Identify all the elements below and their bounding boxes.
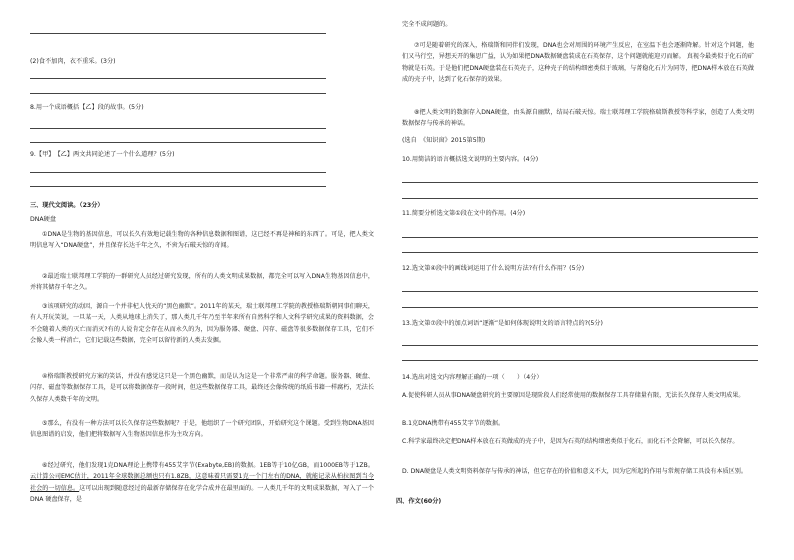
article-title: DNA硬盘 [30,216,57,223]
paragraph-7: ⑦可是随着研究的深入，格瑞斯和同伴们发现，DNA也会对周围的环境产生反应，在室温下也会逐渐降解。针对这个问题，他们又马行空，异想天开的集思广益，认为如果把DNA数据硬盘装成在石英保存，这个问题就能迎刃而解。 真视今最类似于化石的矿物就是石英。于是他们把DNA硬盘装在石英壳子，这种壳子的结构细密类似于玻璃，与菁稳化石片为同等，把DNA样本放在石英做成的壳子中，达到了化石保存的效果。 [402,42,754,83]
section-3-heading: 三、现代文阅读。（23分） [30,202,104,209]
continued-text: 完全不成问题的。 [402,21,452,28]
paragraph-3: ③该项研究的动因，源自一个并非杞人忧天的“黑色幽默”。2011年的某天，瑞士联邦理工学院的教授格瑞斯朝同事们聊天，有人开玩笑说，一旦某一天，人类从地球上消失了，那人类几千年乃至半年来所有自然科学和人文科学研究成果的资料数据，会不会随着人类的灭亡而消灭?有的人说肯定会存在从而永久的为，因为服务器、硬盘、闪存、磁盘等很多数据保存工具，它们不会像人类一样消亡，它们记载这些数据，完全可以留待新的人类去发掘。 [30,303,374,344]
article-source: (选自 《知识窗》2015第5期) [402,137,486,144]
option-d: D. DNA硬盘是人类文明资料保存与传承的神话，但它存在的价值和意义不大，因为它所起的作用与常规存储工具没有本质区别。 [402,468,747,475]
paragraph-6-part-c: 这可以出现到 [79,484,117,492]
question-9: 9.【甲】 【乙】两文共同论述了一个什么道理？(5分) [30,151,175,158]
answer-line [30,172,326,173]
answer-line [30,78,326,79]
question-12: 12.选文第④段中的画线词运用了什么说明方法?有什么作用？(5分) [402,265,585,272]
paragraph-4: ④格瑞斯教授研究方案的笑话，并没有感觉这只是一个黑色幽默，而是认为这是一个非常严肃的科学命题。服务器、硬盘、闪存、磁盘等数据保存工具，是可以将数据保存一段时间，但这些数据保存工具，最终还会像传统的纸质书籍一样腐朽，无法长久保存人类数千年的文明。 [30,373,374,403]
question-11: 11.简要分析选文第①段在文中的作用。(4分) [402,210,526,217]
question-14: 14.选出对选文内容理解正确的一项（ ）（4分） [402,374,543,381]
paragraph-6-part-b: 云计算公司EMC估计，2011年全球数据总额也只有1.8ZB，这意味着只需要1克一个门左右的DNA，就能记录从柏拉图到当今社会的一切信息。 [30,473,374,492]
question-note: (2)食不加肉，衣不重采。(3分) [30,58,116,65]
answer-line [30,33,326,34]
section-4-heading: 四、作文(60分) [396,498,442,505]
paragraph-6-part-a: ⑥经过研究，他们发现1克DNA理论上携带有455艾字节(Exabyte,EB)的数据。1EB等于10亿GB，而1000EB等于1ZB。 [42,462,374,469]
paragraph-6 [30,460,374,505]
paragraph-6-part-d: 随意经过的最新存储保存在化学合成并在最里面的。一人类几千年的文明成果数据，写入了一个DNA 硬盘保存，是 [30,484,375,503]
option-b: B.1克DNA携带有455艾字节的数据。 [402,420,505,427]
option-a: A.促使科研人员从事DNA硬盘研究的主要原因是现阶段人们经常使用的数据保存工具存储量有限，无法长久保存人类文明成果。 [402,392,745,399]
answer-line [30,93,326,94]
answer-line [402,198,758,199]
paragraph-8: ⑧把人类文明的数据存入DNA硬盘，由头源自幽默，结局石破天惊。瑞士联邦理工学院格瑞斯教授等科学家，创造了人类文明数据保存与传承的神话。 [402,109,754,128]
answer-line [402,291,758,292]
answer-line [30,142,326,143]
answer-line [30,128,326,129]
answer-line [402,252,758,253]
answer-line [402,307,758,308]
answer-line [30,186,326,187]
paragraph-2: ②最近瑞士联邦理工学院的一群研究人员经过研究发现，所有的人类文明成果数据，都完全可以写入DNA生物基因信息中，并将其储存千年之久。 [30,273,374,292]
answer-line [402,360,758,361]
answer-line [402,345,758,346]
paragraph-1: ①DNA是生物的基因信息，可以长久有效地记载生物的各种信息数据和图谱，这已经不再是神秘的东西了。可是，把人类文明信息写入“DNA硬盘”，并且保存长达千年之久，不啻为石破天惊的奇闻。 [30,231,374,250]
answer-line [402,237,758,238]
answer-line [402,182,758,183]
paragraph-5: ⑤那么，有没有一种方法可以长久保存这些数据呢？于是，他组织了一个研究团队，开始研究这个课题。受到生物DNA基因信息图谱的启发，他们把将数据写入生物基因信息作为主攻方向。 [30,420,374,439]
question-10: 10.用简洁的语言概括选文说明的主要内容。(4分) [402,156,539,163]
option-c: C.科学家最终决定把DNA样本放在石英做成的壳子中，是因为石英的结构细密类似于化石，而化石不会降解，可以长久保存。 [402,438,739,445]
question-13: 13.选文第⑦段中的加点词语“逐渐”是如何体现说明文的语言特点的?(5分) [402,320,603,327]
question-8: 8.用一个成语概括【乙】段的故事。(5分) [30,104,144,111]
